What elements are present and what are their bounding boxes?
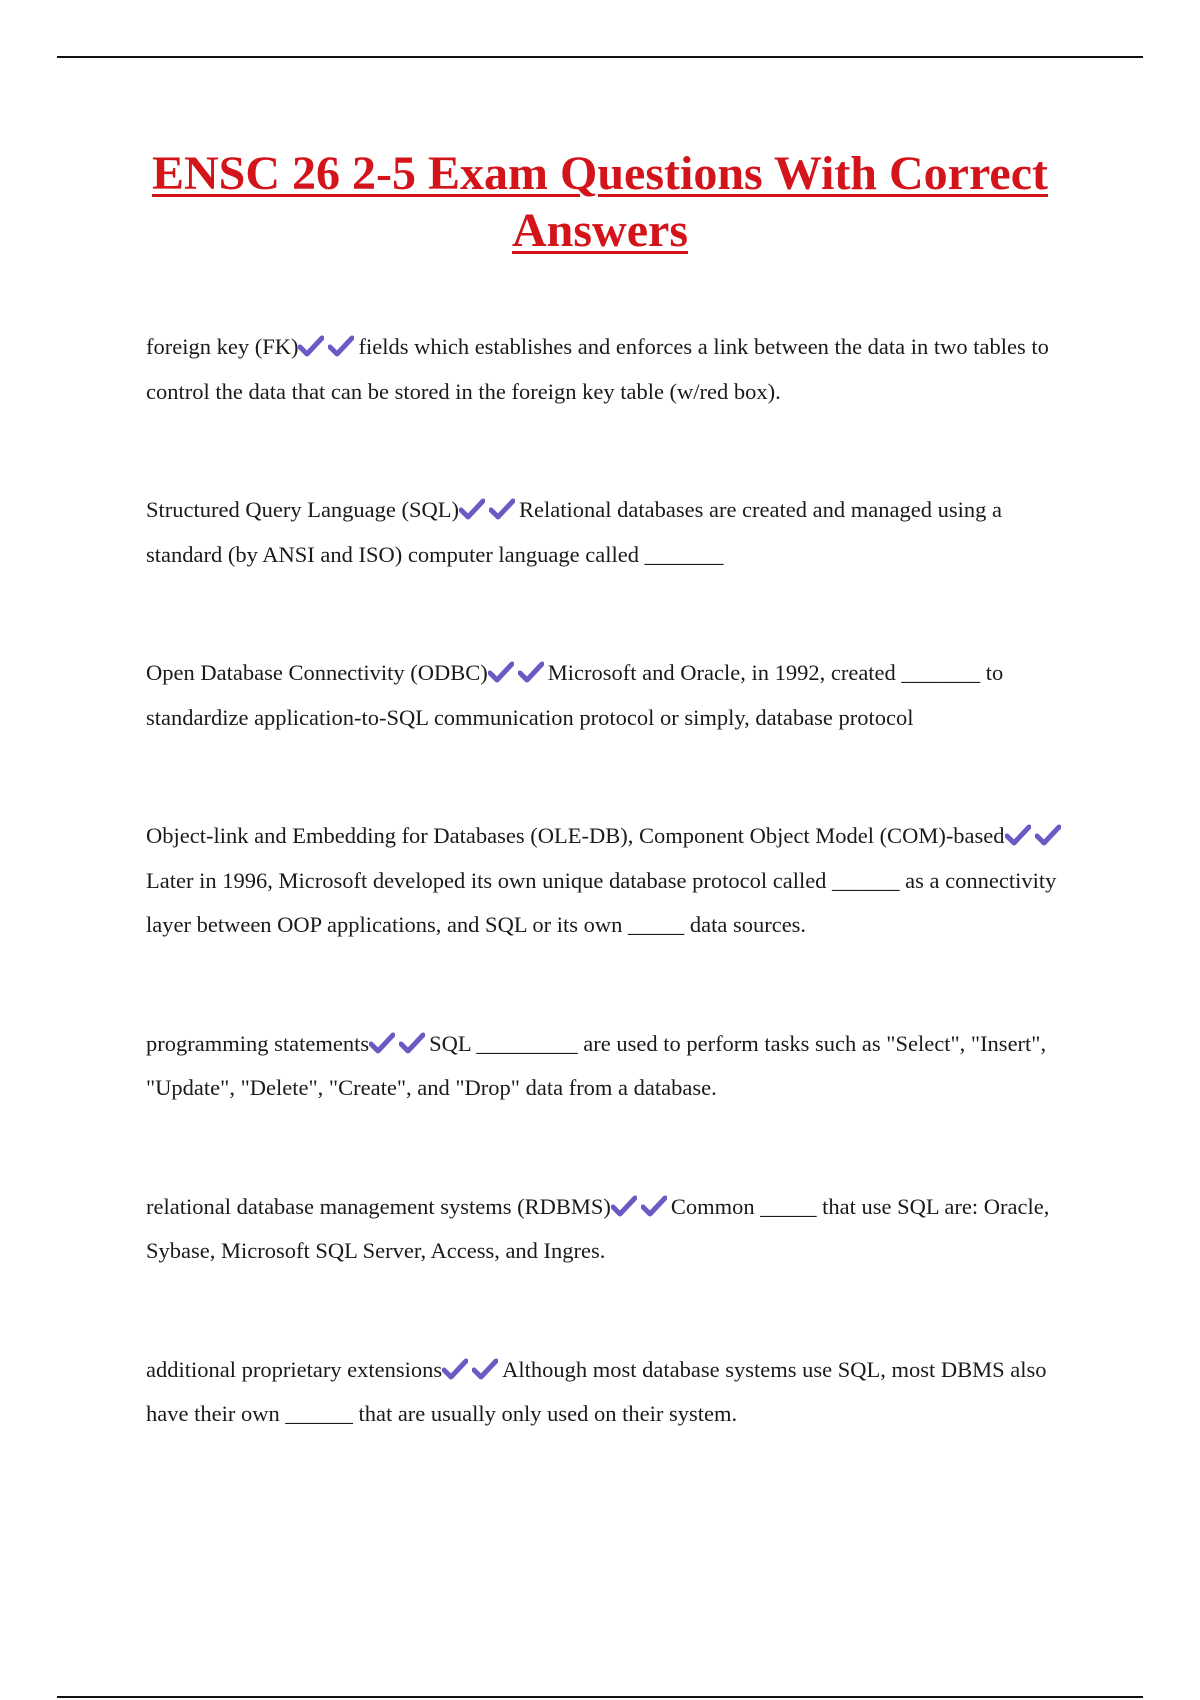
checkmark-icon xyxy=(442,1358,468,1380)
qa-definition: Although most database systems use SQL, most DBMS also have their own ______ that are usually only used on their system. xyxy=(146,1356,1047,1426)
checkmark-icon xyxy=(641,1195,667,1217)
qa-item xyxy=(146,814,1081,948)
checkmark-icon xyxy=(488,661,514,683)
checkmark-icon xyxy=(459,498,485,520)
checkmark-icon xyxy=(518,661,544,683)
qa-term: additional proprietary extensions xyxy=(146,1356,443,1382)
qa-item xyxy=(146,325,1081,414)
checkmark-icon xyxy=(298,335,324,357)
qa-term: programming statements xyxy=(146,1030,370,1056)
qa-term: Object-link and Embedding for Databases (OLE-DB), Component Object Model (COM)-based xyxy=(146,823,1005,848)
qa-definition: Microsoft and Oracle, in 1992, created _______ to standardize application-to-SQL communication protocol or simply, database protocol xyxy=(146,660,1004,730)
checkmark-icon xyxy=(611,1195,637,1217)
qa-term: Structured Query Language (SQL) xyxy=(146,497,460,522)
bottom-rule xyxy=(57,1696,1143,1698)
checkmark-icon xyxy=(1035,824,1061,846)
qa-item xyxy=(146,488,1081,577)
qa-definition: Common _____ that use SQL are: Oracle, Sybase, Microsoft SQL Server, Access, and Ingres. xyxy=(146,1193,1050,1263)
qa-definition: SQL _________ are used to perform tasks such as "Select", "Insert", "Update", "Delete", "Create", and "Drop" data from a database. xyxy=(146,1030,1047,1100)
qa-list xyxy=(146,325,1081,1437)
qa-item xyxy=(146,1022,1081,1111)
qa-term: relational database management systems (RDBMS) xyxy=(146,1193,611,1219)
checkmark-icon xyxy=(399,1032,425,1054)
qa-term: foreign key (FK) xyxy=(146,334,299,359)
checkmark-icon xyxy=(489,498,515,520)
checkmark-icon xyxy=(1005,824,1031,846)
qa-definition: fields which establishes and enforces a link between the data in two tables to control the data that can be stored in the foreign key table (w/red box). xyxy=(146,334,1049,404)
qa-term: Open Database Connectivity (ODBC) xyxy=(146,660,488,685)
page-title: ENSC 26 2-5 Exam Questions With Correct Answers xyxy=(151,147,1048,257)
qa-definition: Relational databases are created and managed using a standard (by ANSI and ISO) computer language called _______ xyxy=(146,497,1002,567)
checkmark-icon xyxy=(328,335,354,357)
qa-item xyxy=(146,1185,1081,1274)
checkmark-icon xyxy=(369,1032,395,1054)
top-rule xyxy=(57,56,1143,58)
checkmark-icon xyxy=(472,1358,498,1380)
qa-item xyxy=(146,651,1081,740)
qa-definition: Later in 1996, Microsoft developed its own unique database protocol called ______ as a connectivity layer between OOP applications, and SQL or its own _____ data sources. xyxy=(146,867,1057,937)
qa-item xyxy=(146,1348,1081,1437)
